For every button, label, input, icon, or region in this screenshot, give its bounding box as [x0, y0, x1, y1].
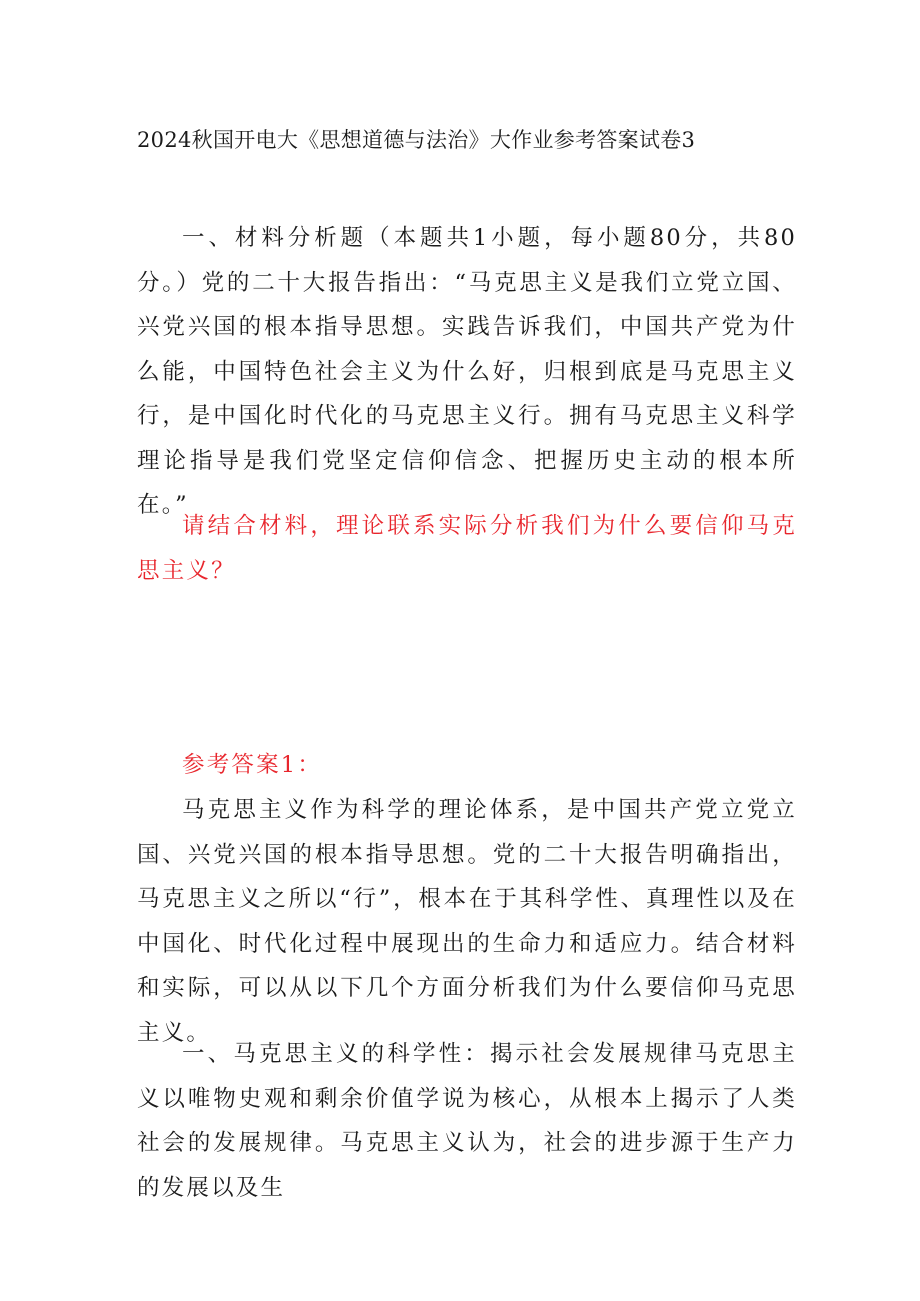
answer-paragraph: 一、马克思主义的科学性：揭示社会发展规律马克思主义以唯物史观和剩余价值学说为核心，从根本上揭示了人类社会的发展规律。马克思主义认为，社会的进步源于生产力的发展以及生 — [137, 1041, 797, 1201]
answer-label: 参考答案1： — [182, 752, 323, 778]
answer-paragraph: 马克思主义作为科学的理论体系，是中国共产党立党立国、兴党兴国的根本指导思想。党的二十大报告明确指出，马克思主义之所以“行”，根本在于其科学性、真理性以及在中国化、时代化过程中展现出的生命力和适应力。结合材料和实际，可以从以下几个方面分析我们为什么要信仰马克思主义。 — [137, 797, 797, 1046]
material-paragraph: 一、材料分析题（本题共1小题，每小题80分，共80分。）党的二十大报告指出：“马克思主义是我们立党立国、兴党兴国的根本指导思想。实践告诉我们，中国共产党为什么能，中国特色社会主义为什么好，归根到底是马克思主义行，是中国化时代化的马克思主义行。拥有马克思主义科学理论指导是我们党坚定信仰信念、把握历史主动的根本所在。” — [137, 225, 797, 518]
question-paragraph: 请结合材料，理论联系实际分析我们为什么要信仰马克思主义？ — [137, 513, 797, 584]
document-title: 2024秋国开电大《思想道德与法治》大作业参考答案试卷3 — [137, 128, 696, 152]
